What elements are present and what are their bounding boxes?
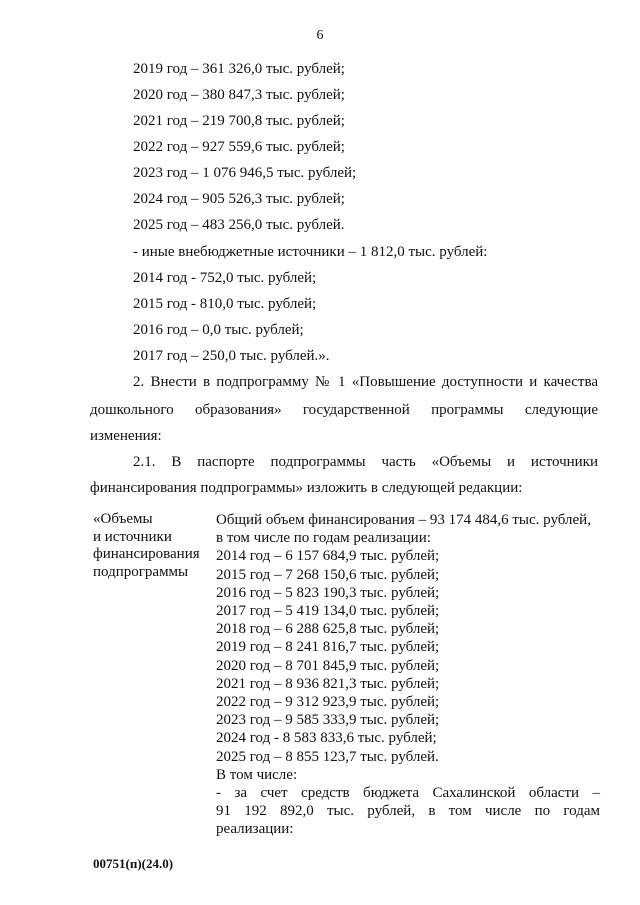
- budget-line3: реализации:: [216, 821, 294, 838]
- including-line: В том числе:: [216, 766, 298, 783]
- document-code: 00751(п)(24.0): [93, 856, 174, 871]
- item2-line2: дошкольного образования» государственной программы следующие: [90, 402, 598, 418]
- other-sources-line: - иные внебюджетные источники – 1 812,0 тыс. рублей:: [133, 244, 488, 260]
- table-year-line: 2025 год – 8 855 123,7 тыс. рублей.: [216, 748, 439, 765]
- table-year-line: 2022 год – 9 312 923,9 тыс. рублей;: [216, 694, 440, 711]
- budget-line2: 91 192 892,0 тыс. рублей, в том числе по годам: [216, 803, 600, 820]
- item2-line3: изменения:: [90, 428, 162, 444]
- year-line: 2016 год – 0,0 тыс. рублей;: [133, 322, 304, 338]
- year-line: 2019 год – 361 326,0 тыс. рублей;: [133, 61, 345, 77]
- table-year-line: 2014 год – 6 157 684,9 тыс. рублей;: [216, 548, 440, 565]
- item2-line1: 2. Внести в подпрограмму № 1 «Повышение доступности и качества: [133, 374, 598, 390]
- year-line: 2015 год - 810,0 тыс. рублей;: [133, 296, 317, 312]
- total-line: Общий объем финансирования – 93 174 484,6 тыс. рублей,: [216, 512, 591, 528]
- total-sub-line: в том числе по годам реализации:: [216, 530, 431, 547]
- page-number: 6: [316, 28, 324, 43]
- table-year-line: 2018 год – 6 288 625,8 тыс. рублей;: [216, 621, 440, 638]
- table-left-line: финансирования: [93, 546, 200, 562]
- table-left-line: подпрограммы: [93, 563, 189, 580]
- table-year-line: 2023 год – 9 585 333,9 тыс. рублей;: [216, 712, 440, 729]
- year-line: 2025 год – 483 256,0 тыс. рублей.: [133, 217, 345, 233]
- year-line: 2020 год – 380 847,3 тыс. рублей;: [133, 87, 345, 103]
- year-line: 2021 год – 219 700,8 тыс. рублей;: [133, 113, 345, 129]
- table-year-line: 2019 год – 8 241 816,7 тыс. рублей;: [216, 639, 440, 656]
- item21-line2: финансирования подпрограммы» изложить в следующей редакции:: [90, 480, 523, 496]
- year-line: 2023 год – 1 076 946,5 тыс. рублей;: [133, 165, 357, 181]
- budget-line1: - за счет средств бюджета Сахалинской области –: [216, 785, 600, 802]
- table-year-line: 2017 год – 5 419 134,0 тыс. рублей;: [216, 603, 440, 620]
- table-year-line: 2020 год – 8 701 845,9 тыс. рублей;: [216, 657, 440, 674]
- table-year-line: 2024 год - 8 583 833,6 тыс. рублей;: [216, 730, 437, 747]
- table-left-column: [93, 511, 200, 581]
- year-line: 2014 год - 752,0 тыс. рублей;: [133, 270, 317, 286]
- year-line: 2024 год – 905 526,3 тыс. рублей;: [133, 191, 345, 207]
- table-right-column: [216, 511, 600, 839]
- table-year-line: 2016 год – 5 823 190,3 тыс. рублей;: [216, 584, 440, 601]
- item21-line1: 2.1. В паспорте подпрограммы часть «Объемы и источники: [133, 454, 598, 470]
- year-line: 2022 год – 927 559,6 тыс. рублей;: [133, 139, 345, 155]
- table-year-line: 2015 год – 7 268 150,6 тыс. рублей;: [216, 566, 440, 583]
- table-left-line: «Объемы: [93, 511, 153, 527]
- year-line: 2017 год – 250,0 тыс. рублей.».: [133, 348, 330, 364]
- table-year-line: 2021 год – 8 936 821,3 тыс. рублей;: [216, 675, 440, 692]
- table-left-line: и источники: [93, 528, 172, 545]
